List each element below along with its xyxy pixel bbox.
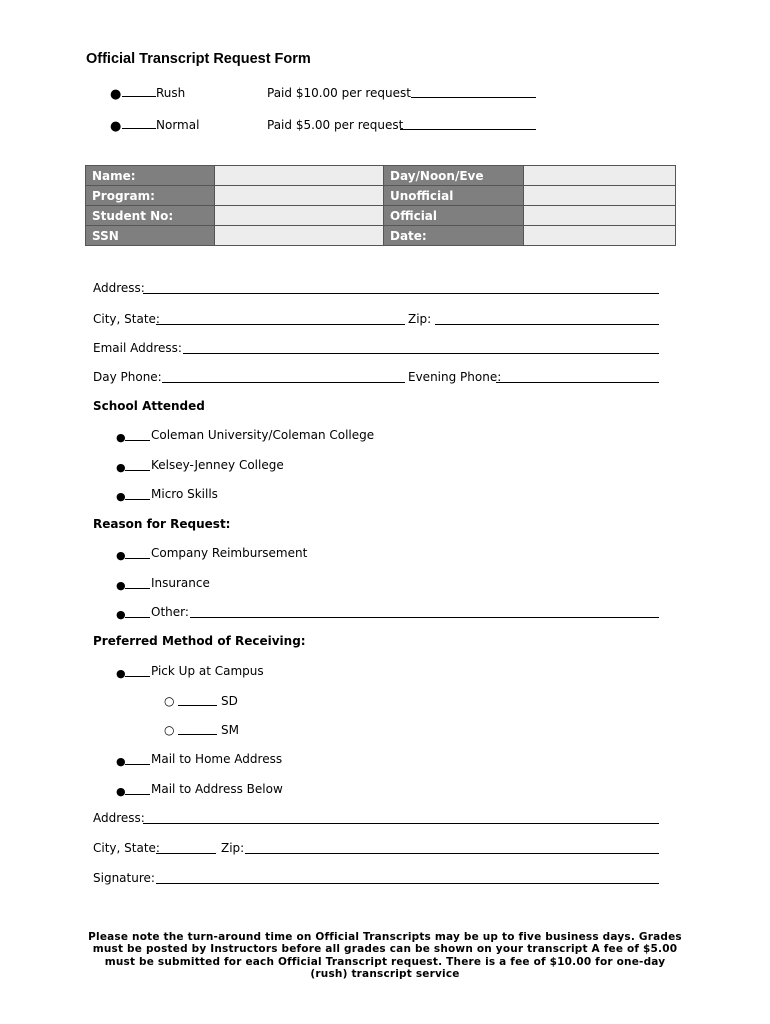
reason-other-field[interactable]	[190, 617, 659, 618]
normal-blank[interactable]	[122, 118, 156, 129]
student-no-field[interactable]	[215, 206, 384, 226]
normal-price: Paid $5.00 per request	[267, 118, 404, 132]
receiving-option-mail-home: Mail to Home Address	[151, 752, 283, 766]
bullet-icon: ●	[116, 785, 126, 798]
ssn-field[interactable]	[215, 226, 384, 246]
evening-phone-label: Evening Phone:	[408, 370, 502, 384]
turnaround-note: Please note the turn-around time on Official Transcripts may be up to five business days. Grades must be posted by Instructors before all grades can be shown on your transcript A fee of $5.00 must be submitted for each Official Transcript request. There is a fee of $10.00 for one-day (rush) transcript service	[88, 931, 682, 980]
sm-check[interactable]	[178, 734, 217, 735]
mailing-address-field[interactable]	[143, 823, 659, 824]
school-1-check[interactable]	[125, 440, 150, 441]
reason-2-check[interactable]	[125, 588, 150, 589]
receiving-option-mail-below: Mail to Address Below	[151, 782, 283, 796]
reason-option-company: Company Reimbursement	[151, 546, 308, 560]
signature-field[interactable]	[156, 883, 659, 884]
circle-icon: ○	[164, 723, 175, 737]
day-phone-field[interactable]	[162, 382, 405, 383]
rush-blank[interactable]	[122, 86, 156, 97]
receiving-option-pickup: Pick Up at Campus	[151, 664, 264, 678]
day-noon-eve-field[interactable]	[524, 166, 676, 186]
reason-option-other: Other:	[151, 605, 189, 619]
sub-option-sm: SM	[221, 723, 239, 737]
reason-option-insurance: Insurance	[151, 576, 210, 590]
table-row	[86, 166, 676, 186]
city-state-field[interactable]	[156, 324, 405, 325]
bullet-icon: ●	[116, 579, 126, 592]
unofficial-field[interactable]	[524, 186, 676, 206]
student-no-label: Student No:	[86, 206, 215, 226]
official-field[interactable]	[524, 206, 676, 226]
program-label: Program:	[86, 186, 215, 206]
bullet-icon: ●	[110, 119, 122, 134]
bullet-icon: ●	[116, 431, 126, 444]
name-label: Name:	[86, 166, 215, 186]
circle-icon: ○	[164, 694, 175, 708]
school-heading: School Attended	[93, 399, 205, 413]
unofficial-label: Unofficial	[384, 186, 524, 206]
bullet-icon: ●	[110, 87, 122, 102]
bullet-icon: ●	[116, 490, 126, 503]
mail-home-check[interactable]	[125, 764, 150, 765]
rush-option[interactable]	[122, 86, 185, 100]
bullet-icon: ●	[116, 608, 126, 621]
rush-price-line[interactable]	[411, 97, 536, 98]
address-label: Address:	[93, 281, 145, 295]
normal-price-line[interactable]	[400, 129, 536, 130]
school-3-check[interactable]	[125, 499, 150, 500]
school-2-check[interactable]	[125, 470, 150, 471]
zip-field[interactable]	[435, 324, 659, 325]
sd-check[interactable]	[178, 705, 217, 706]
school-option-coleman: Coleman University/Coleman College	[151, 428, 375, 442]
ssn-label: SSN	[86, 226, 215, 246]
email-field[interactable]	[183, 353, 659, 354]
page-title: Official Transcript Request Form	[86, 51, 311, 67]
normal-label: Normal	[156, 118, 200, 132]
email-label: Email Address:	[93, 341, 182, 355]
rush-label: Rush	[156, 86, 186, 100]
reason-3-check[interactable]	[125, 617, 150, 618]
mailing-zip-label: Zip:	[221, 841, 245, 855]
day-phone-label: Day Phone:	[93, 370, 162, 384]
reason-heading: Reason for Request:	[93, 517, 231, 531]
school-option-micro: Micro Skills	[151, 487, 218, 501]
bullet-icon: ●	[116, 667, 126, 680]
school-option-kelsey: Kelsey-Jenney College	[151, 458, 284, 472]
day-noon-eve-label: Day/Noon/Eve	[384, 166, 524, 186]
evening-phone-field[interactable]	[496, 382, 659, 383]
mailing-city-state-field[interactable]	[156, 853, 216, 854]
receiving-heading: Preferred Method of Receiving:	[93, 634, 306, 648]
pickup-check[interactable]	[125, 676, 150, 677]
bullet-icon: ●	[116, 549, 126, 562]
student-info-table	[85, 165, 676, 246]
name-field[interactable]	[215, 166, 384, 186]
official-label: Official	[384, 206, 524, 226]
mailing-address-label: Address:	[93, 811, 145, 825]
bullet-icon: ●	[116, 461, 126, 474]
address-field[interactable]	[143, 293, 659, 294]
normal-option[interactable]	[122, 118, 199, 132]
zip-label: Zip:	[408, 312, 432, 326]
rush-price: Paid $10.00 per request	[267, 86, 411, 100]
mail-below-check[interactable]	[125, 794, 150, 795]
date-label: Date:	[384, 226, 524, 246]
sub-option-sd: SD	[221, 694, 238, 708]
city-state-label: City, State:	[93, 312, 160, 326]
mailing-zip-field[interactable]	[245, 853, 659, 854]
mailing-city-state-label: City, State:	[93, 841, 160, 855]
reason-1-check[interactable]	[125, 558, 150, 559]
signature-label: Signature:	[93, 871, 155, 885]
table-row	[86, 226, 676, 246]
table-row	[86, 186, 676, 206]
program-field[interactable]	[215, 186, 384, 206]
table-row	[86, 206, 676, 226]
date-field[interactable]	[524, 226, 676, 246]
bullet-icon: ●	[116, 755, 126, 768]
